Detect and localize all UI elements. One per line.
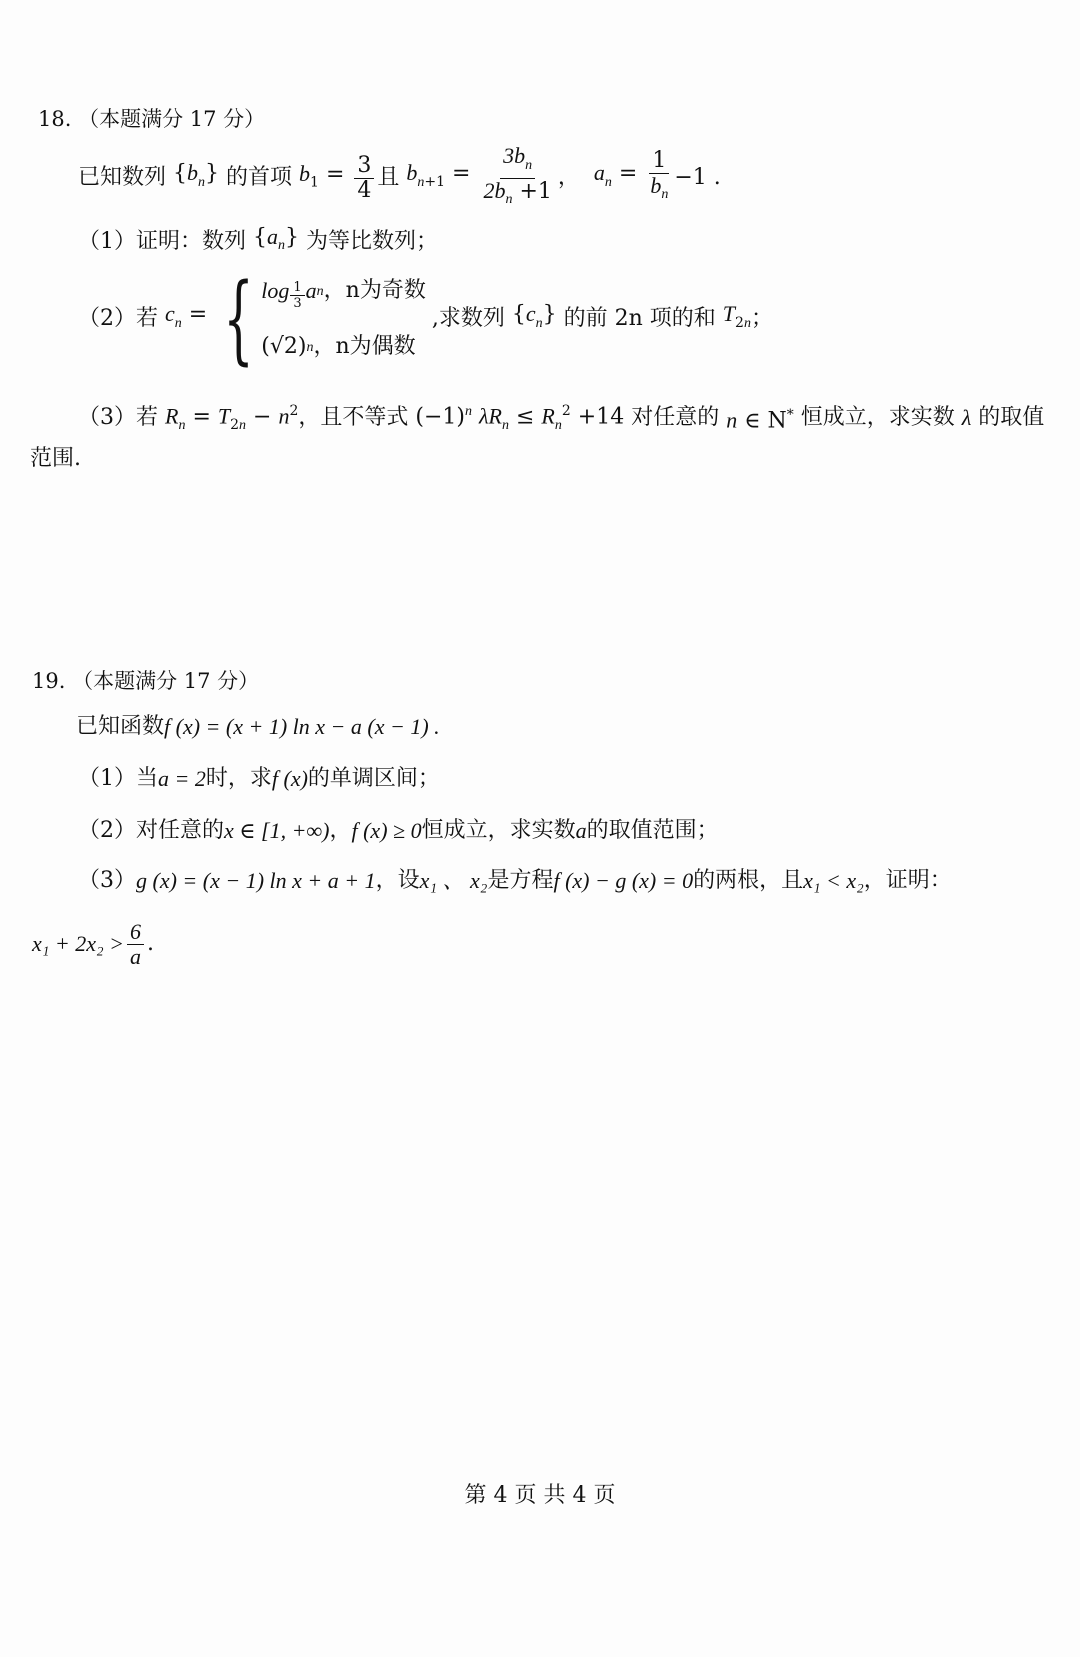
q18-part1: （1）证明：数列 $\{a_n\}$ 为等比数列； — [78, 224, 439, 254]
left-brace-symbol: { — [223, 263, 254, 375]
fraction-an: $\frac{1}{b_n}$ — [650, 147, 669, 203]
q19-intro: 已知函数 f (x) = (x + 1) ln x − a (x − 1) . — [76, 714, 440, 739]
fraction-recurrence: $\frac{3b_n}{2b_n +1}$ — [483, 143, 552, 207]
q19-header: 19. （本题满分 17 分） — [32, 669, 260, 693]
piecewise-cases: log $\frac{1}{3}$ a n ，n为奇数 (√2) n ，n为偶数 — [261, 278, 426, 359]
fraction-b1: $\frac{3}{4}$ — [354, 154, 374, 203]
page-footer: 第 4 页 共 4 页 — [464, 1483, 616, 1508]
q19-part2: （2）对任意的 x ∈ [1, +∞) ， f (x) ≥ 0 恒成立，求实数 a 的取值范围； — [78, 818, 719, 843]
q19-part1: （1）当 a = 2 时，求 f (x) 的单调区间； — [78, 766, 440, 791]
q19-part3-line2: x₁ + 2x₂ > $\frac{6}{a}$ . — [32, 918, 155, 969]
q18-part3: （3）若 $R_n = T_{2n} - n^2$ ，且不等式 $(-1)^n$ $\lambda R_n \le R_n^2 +14$ 对任意的 n ∈ N* 恒成立，求实数 λ 的取值 — [78, 403, 1045, 434]
q19-part3: （3） g (x) = (x − 1) ln x + a + 1 ，设 x₁ 、 x₂ 是方程 f (x) − g (x) = 0 的两根，且 x₁ < x₂ ，证明： — [78, 868, 952, 893]
q18-intro: 已知数列 $\{b_n\}$ 的首项 $b_1$ = $\frac{3}{4}$ 且 $b_{n+1}$ = $\frac{3b_n}{2b_n +1}$ ， $a_n$ = $\frac{1}{b_n}$ −1 . — [78, 148, 721, 208]
q18-part2: （2）若 $c_n$ = { log $\frac{1}{3}$ a n ，n为奇数 (√2) n ，n为偶数 ,求数列 $\{c_n\}$ 的前 2n 项的和 $T_{2n}$ ； — [78, 263, 773, 375]
q18-header: 18. （本题满分 17 分） — [38, 107, 266, 131]
fraction-6-over-a: $\frac{6}{a}$ — [127, 920, 144, 969]
q18-part3-line2: 范围. — [30, 446, 81, 471]
